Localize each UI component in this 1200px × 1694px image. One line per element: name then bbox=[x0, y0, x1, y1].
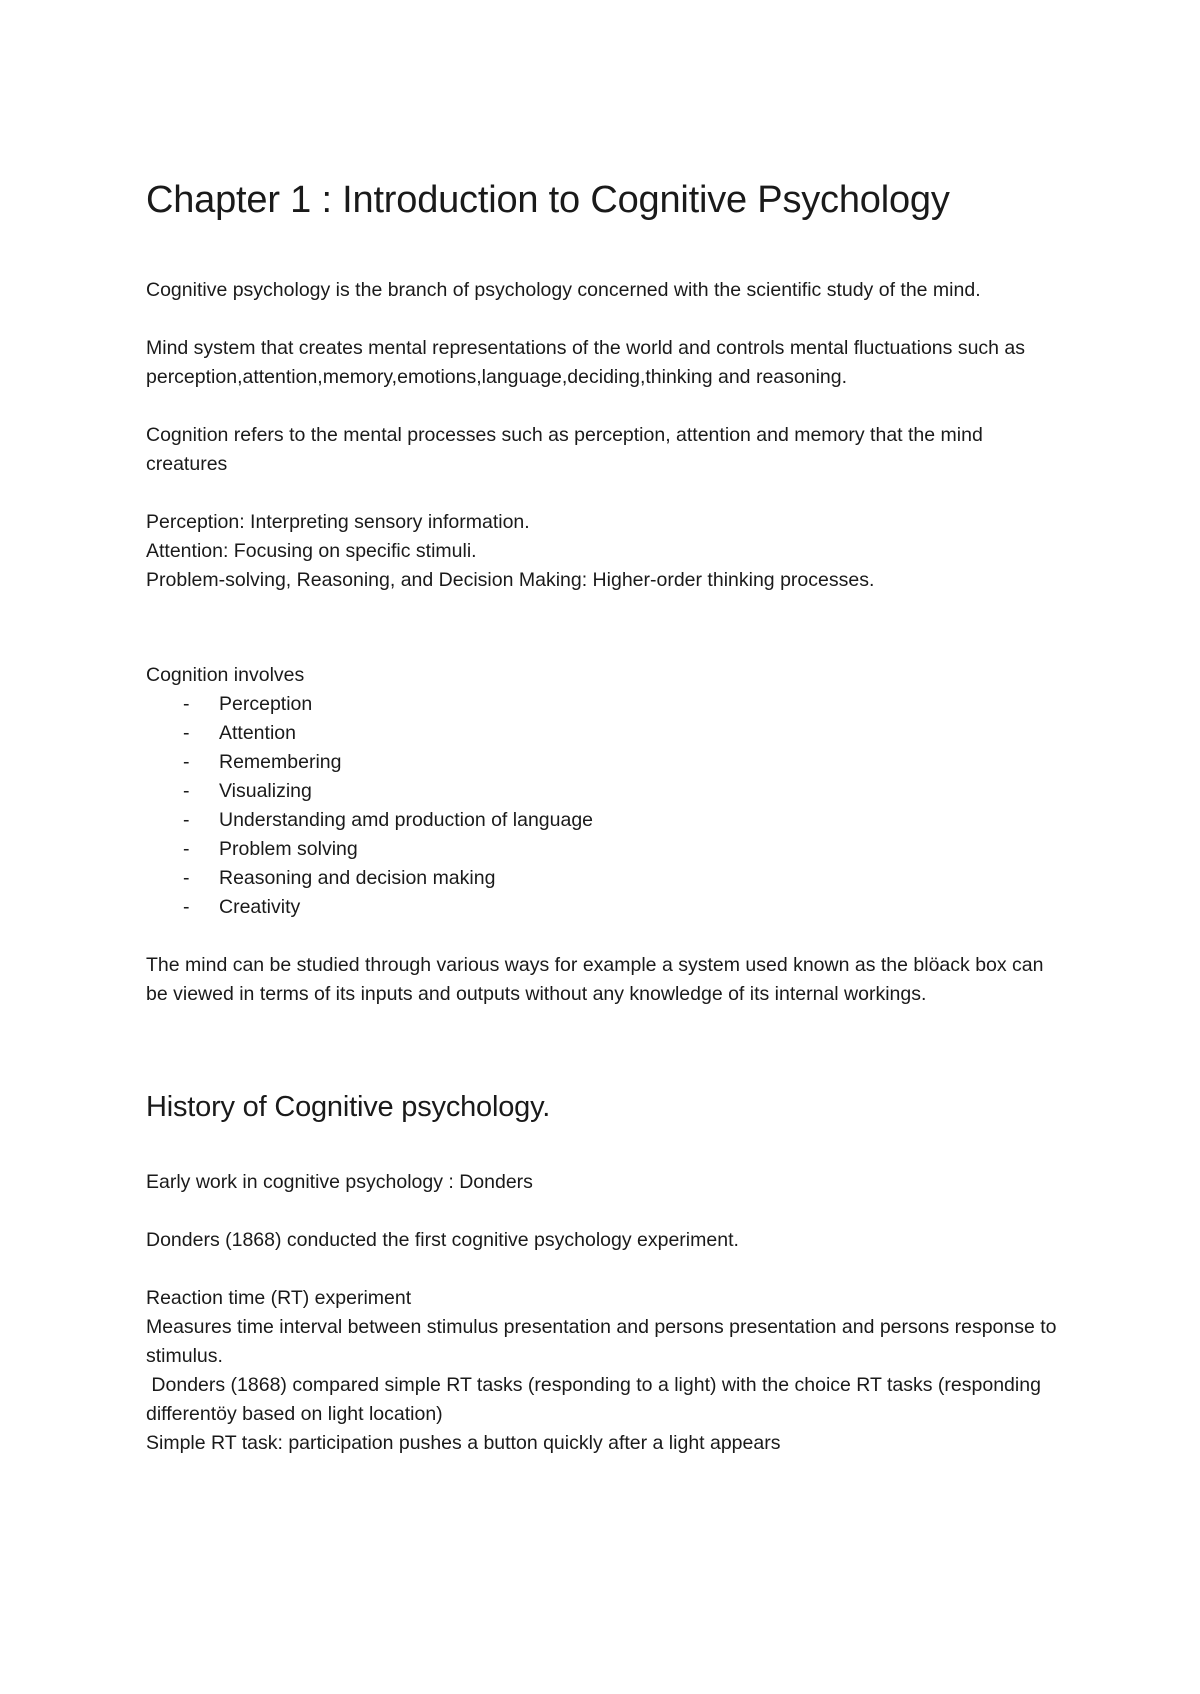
definition-attention: Attention: Focusing on specific stimuli. bbox=[146, 539, 477, 562]
rt-heading: Reaction time (RT) experiment bbox=[146, 1287, 412, 1310]
intro-paragraph-1: Cognitive psychology is the branch of psychology concerned with the scientific study of the mind. bbox=[146, 278, 981, 301]
list-item-text: Creativity bbox=[219, 895, 301, 918]
involves-heading: Cognition involves bbox=[146, 663, 305, 686]
page-title: Chapter 1 : Introduction to Cognitive Psychology bbox=[146, 179, 950, 221]
list-item-text: Reasoning and decision making bbox=[219, 866, 496, 889]
dash-bullet: - bbox=[183, 808, 190, 831]
list-item-text: Problem solving bbox=[219, 837, 358, 860]
rt-comparison: Donders (1868) compared simple RT tasks (responding to a light) with the choice RT tasks (responding differentöy based on light location) bbox=[146, 1374, 1047, 1426]
list-item bbox=[146, 835, 1066, 864]
dash-bullet: - bbox=[183, 692, 190, 715]
mind-paragraph: The mind can be studied through various ways for example a system used known as the blöack box can be viewed in terms of its inputs and outputs without any knowledge of its internal workings. bbox=[146, 953, 1044, 1005]
list-item-text: Remembering bbox=[219, 750, 342, 773]
dash-bullet: - bbox=[183, 895, 190, 918]
involves-list bbox=[146, 690, 1066, 922]
list-item-text: Perception bbox=[219, 692, 313, 715]
intro-paragraph-3: Cognition refers to the mental processes such as perception, attention and memory that the mind creatures bbox=[146, 423, 983, 475]
list-item bbox=[146, 690, 1066, 719]
list-item bbox=[146, 864, 1066, 893]
rt-simple-task: Simple RT task: participation pushes a button quickly after a light appears bbox=[146, 1432, 781, 1455]
list-item bbox=[146, 748, 1066, 777]
dash-bullet: - bbox=[183, 837, 190, 860]
list-item-text: Attention bbox=[219, 721, 296, 744]
list-item bbox=[146, 893, 1066, 922]
dash-bullet: - bbox=[183, 750, 190, 773]
list-item bbox=[146, 777, 1066, 806]
dash-bullet: - bbox=[183, 779, 190, 802]
list-item bbox=[146, 719, 1066, 748]
history-paragraph-2: Donders (1868) conducted the first cognitive psychology experiment. bbox=[146, 1229, 739, 1252]
intro-paragraph-2: Mind system that creates mental representations of the world and controls mental fluctuations such as perception,attention,memory,emotions,language,deciding,thinking and reasoning. bbox=[146, 336, 1026, 388]
document-content bbox=[146, 178, 1066, 1487]
definition-perception: Perception: Interpreting sensory information. bbox=[146, 510, 530, 533]
rt-definition: Measures time interval between stimulus presentation and persons presentation and persons response to stimulus. bbox=[146, 1316, 1057, 1368]
list-item-text: Visualizing bbox=[219, 779, 312, 802]
dash-bullet: - bbox=[183, 866, 190, 889]
history-paragraph-1: Early work in cognitive psychology : Donders bbox=[146, 1171, 533, 1194]
list-item bbox=[146, 806, 1066, 835]
history-heading: History of Cognitive psychology. bbox=[146, 1090, 551, 1123]
rt-experiment-block bbox=[146, 1284, 1066, 1458]
section-spacer bbox=[146, 1038, 1066, 1090]
definitions-block bbox=[146, 508, 1066, 595]
list-item-text: Understanding amd production of language bbox=[219, 808, 594, 831]
definition-problem-solving: Problem-solving, Reasoning, and Decision Making: Higher-order thinking processes. bbox=[146, 568, 875, 591]
dash-bullet: - bbox=[183, 721, 190, 744]
